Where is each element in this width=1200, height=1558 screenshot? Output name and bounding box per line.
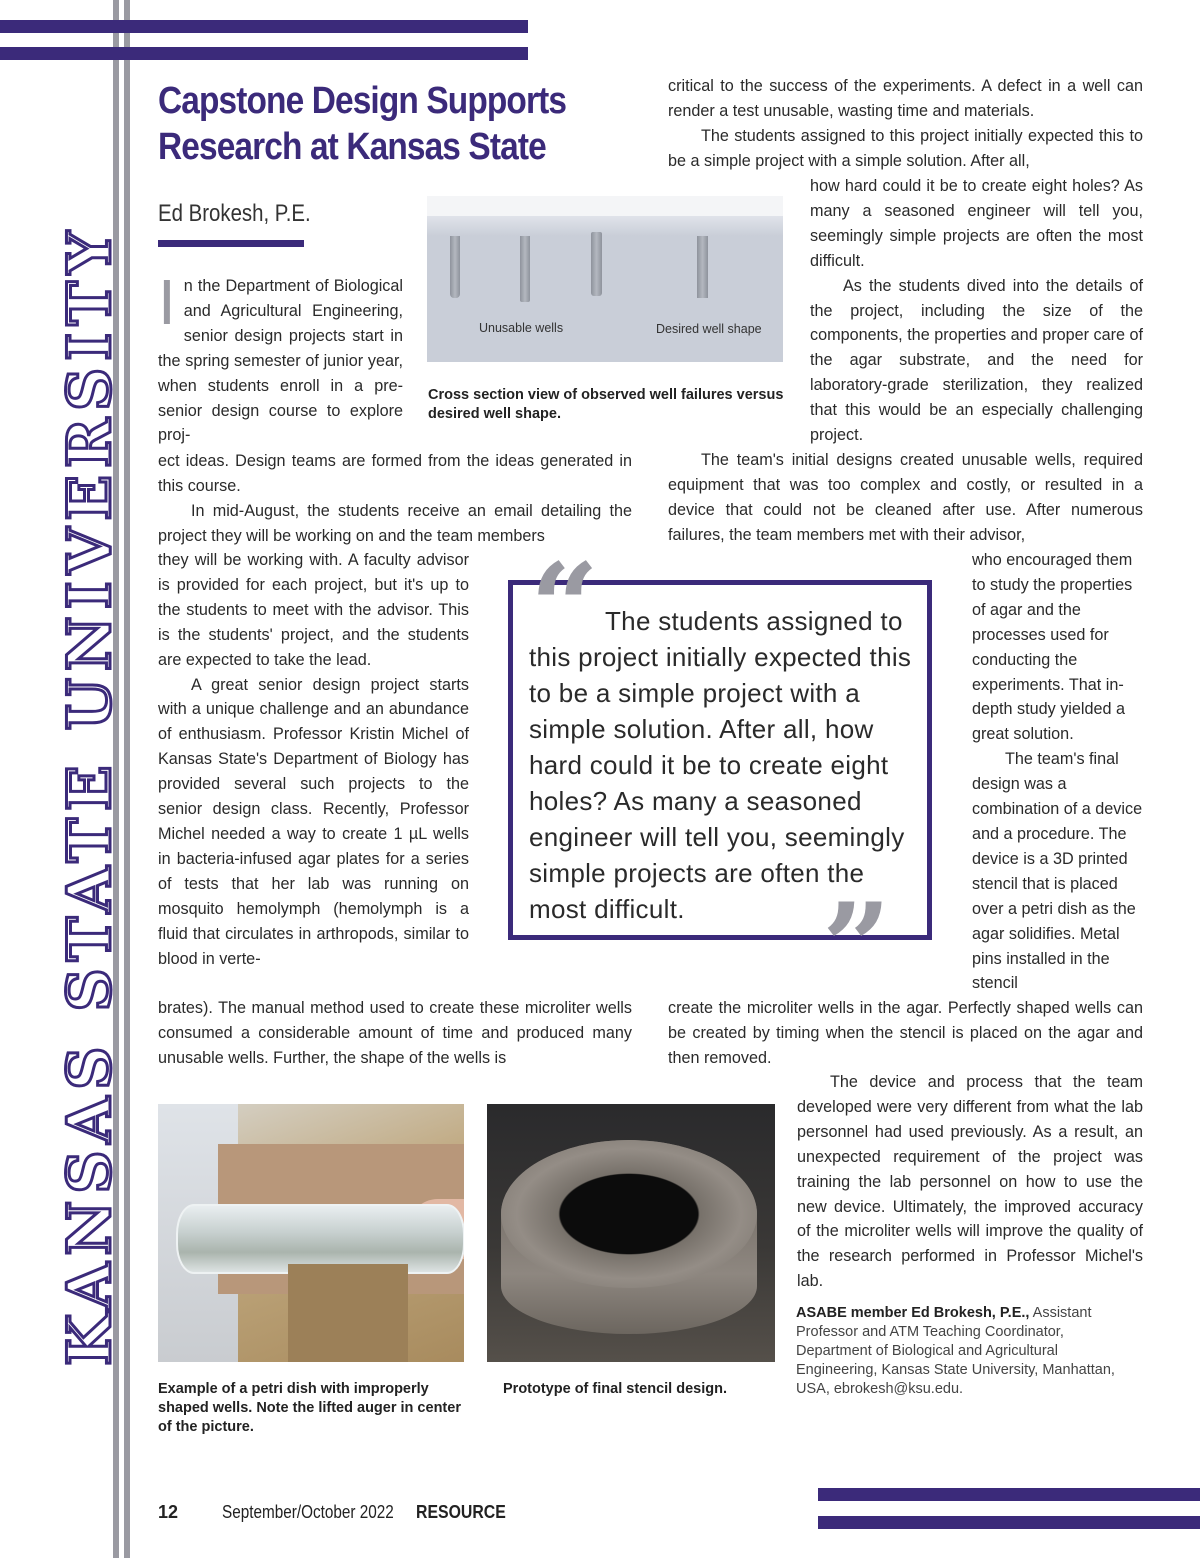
col1-intro-wrapped: In the Department of Biological and Agricultural Engineering, senior design projects start in the spring semester of junior year, when students enroll in a pre-senior design course to explore proj- — [158, 266, 403, 445]
well-shape-4 — [697, 236, 708, 298]
well-shape-1 — [450, 236, 460, 298]
desired-well-label: Desired well shape — [656, 322, 762, 336]
open-quote-icon: “ — [530, 537, 600, 678]
pull-quote-text: The students assigned to this project initially expected this to be a simple project with a simple solution. After all, how hard could it be to create eight holes? As many a seasoned engineer will tell you, seemingly simple projects are often the most difficult. — [529, 606, 912, 924]
magazine-name: RESOURCE — [416, 1502, 506, 1522]
top-rule-2 — [0, 47, 528, 60]
petri-caption: Example of a petri dish with improperly shaped wells. Note the lifted auger in center of the picture. — [158, 1381, 461, 1435]
stencil-photo — [487, 1104, 775, 1362]
author-rule — [158, 240, 304, 247]
bottom-rule-1 — [818, 1488, 1200, 1501]
unusable-wells-label: Unusable wells — [479, 321, 564, 335]
well-shape-3 — [591, 232, 602, 296]
wells-caption: Cross section view of observed well failures versus desired well shape. — [428, 387, 784, 422]
author-byline: Ed Brokesh, P.E. — [158, 200, 311, 227]
col1-intro-rest: ect ideas. Design teams are formed from the ideas generated in this course. In mid-August, the students receive an email detailing the project they will be working on and the team members — [158, 452, 632, 545]
close-quote-icon: ” — [822, 877, 892, 1018]
col2-final-text: The device and process that the team developed were very different from what the lab personnel had used previously. As a result, an unexpected requirement of the project was training the lab personnel on how to use the new device. Ultimately, the improved accuracy of the microliter wells will improve the quality of the research performed in Professor Michel's lab. — [797, 1073, 1143, 1291]
col2-top-text: critical to the success of the experiments. A defect in a well can render a test unusable, wasting time and materials. The students assigned to this project initially expected this to be a simple project with a simple solution. After all, — [668, 77, 1143, 170]
vertical-university-title: KANSAS STATE UNIVERSITY — [55, 224, 125, 1366]
petri-dish-photo — [158, 1104, 464, 1362]
col2-narrow-upper: how hard could it be to create eight holes? As many a seasoned engineer will tell you, seemingly simple projects are often the most difficult. As the students dived into the details of the project, including the size of the components, the properties and proper care of the agar substrate, and the need for laboratory-grade sterilization, they realized that this would be an especially challenging project. — [810, 177, 1143, 445]
top-rule-1 — [0, 20, 528, 33]
author-bio — [796, 1304, 1140, 1399]
bio-text: Assistant Professor and ATM Teaching Coordinator, Department of Biological and Agricultural Engineering, Kansas State University, Manhattan, USA, ebrokesh@ksu.edu. — [796, 1305, 1115, 1397]
col2-narrow-lower: who encouraged them to study the properties of agar and the processes used for conducting the experiments. That in-depth study yielded a great solution. The team's final design was a combination of a device and a procedure. The device is a 3D printed stencil that is placed over a petri dish as the agar solidifies. Metal pins installed in the stencil — [972, 551, 1143, 993]
page-number: 12 — [158, 1502, 179, 1522]
wells-figure — [427, 196, 783, 362]
article-title: Capstone Design Supports Research at Kansas State — [158, 80, 567, 168]
col1-bottom-text: brates). The manual method used to create these microliter wells consumed a considerable amount of time and produced many unusable wells. Further, the shape of the wells is — [158, 999, 632, 1067]
bio-name: ASABE member Ed Brokesh, P.E., — [796, 1305, 1030, 1321]
col1-narrow-text: they will be working with. A faculty advisor is provided for each project, but it's up to the students to meet with the advisor. This is the students' project, and the students are expected to take the lead. A great senior design project starts with a unique challenge and an abundance of enthusiasm. Professor Kristin Michel of Kansas State's Department of Biology has provided several such projects to the senior design class. Recently, Professor Michel needed a way to create 1 µL wells in bacteria-infused agar plates for a series of tests that her lab was running on mosquito hemolymph (hemolymph is a fluid that circulates in arthropods, similar to blood in verte- — [158, 551, 469, 968]
col2-full-mid: The team's initial designs created unusable wells, required equipment that was too complex and costly, or resulted in a device that could not be cleaned after use. After numerous failures, the team members met with their advisor, — [668, 451, 1143, 544]
bottom-rule-2 — [818, 1516, 1200, 1529]
col2-bottom-text: create the microliter wells in the agar. Perfectly shaped wells can be created by timing when the stencil is placed on the agar and then removed. — [668, 999, 1143, 1067]
issue-date: September/October 2022 — [222, 1502, 394, 1522]
stencil-caption: Prototype of final stencil design. — [503, 1381, 727, 1397]
drop-cap: I — [158, 266, 176, 338]
well-shape-2 — [520, 236, 530, 302]
